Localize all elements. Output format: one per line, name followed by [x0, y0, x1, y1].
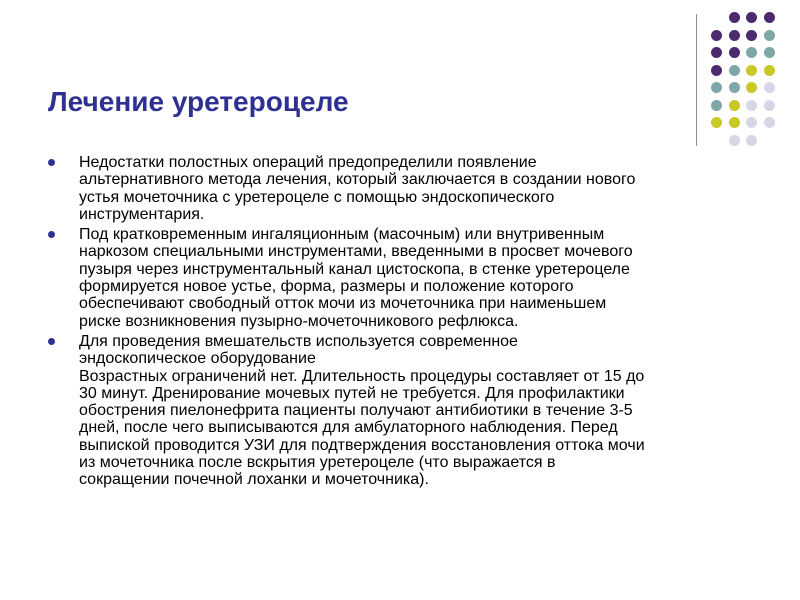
decorative-dot — [729, 47, 740, 58]
bullet-point-icon — [48, 338, 55, 345]
decorative-dot — [746, 47, 757, 58]
decorative-dot — [746, 100, 757, 111]
decorative-dot — [746, 82, 757, 93]
decorative-dot — [764, 12, 775, 23]
decorative-dot — [764, 47, 775, 58]
decorative-dot — [729, 65, 740, 76]
bullet-text: Для проведения вмешательств используется современное эндоскопическое оборудование Возрастных ограничений нет. Длительность процедуры составляет от 15 до 30 минут. Дренирование мочевых путей не требуется. Для профилактики обострения пиелонефрита пациенты получают антибиотики в течение 3-5 дней, после чего выписываются для амбулаторного наблюдения. Перед выпиской проводится УЗИ для подтверждения восстановления оттока мочи из мочеточника после вскрытия уретероцеле (что выражается в сокращении почечной лоханки и мочеточника). — [79, 332, 645, 489]
bullet-item — [48, 333, 764, 489]
decorative-dot — [729, 30, 740, 41]
decorative-divider-line — [696, 14, 697, 146]
decorative-dot — [764, 100, 775, 111]
decorative-dot — [729, 100, 740, 111]
decorative-dot — [711, 30, 722, 41]
decorative-dot — [729, 82, 740, 93]
decorative-dot — [746, 12, 757, 23]
slide-title: Лечение уретероцеле — [48, 86, 349, 117]
bullet-item — [48, 154, 764, 223]
decorative-dot — [729, 135, 740, 146]
decorative-dot — [764, 65, 775, 76]
decorative-dot — [711, 47, 722, 58]
bullet-text: Недостатки полостных операций предопределили появление альтернативного метода лечения, который заключается в создании нового устья мочеточника с уретероцеле с помощью эндоскопического инструментария. — [79, 154, 636, 223]
decorative-dot — [711, 82, 722, 93]
decorative-dot — [729, 12, 740, 23]
bullet-item — [48, 226, 764, 330]
decorative-dot — [711, 65, 722, 76]
decorative-dot — [746, 65, 757, 76]
bullet-point-icon — [48, 159, 55, 166]
decorative-dot — [711, 117, 722, 128]
decorative-dot — [746, 135, 757, 146]
decorative-dot — [764, 117, 775, 128]
decorative-dot — [711, 100, 722, 111]
bullet-list — [48, 154, 764, 492]
decorative-dot — [729, 117, 740, 128]
decorative-dot — [746, 30, 757, 41]
decorative-dot — [764, 82, 775, 93]
bullet-point-icon — [48, 231, 55, 238]
bullet-text: Под кратковременным ингаляционным (масочным) или внутривенным наркозом специальными инструментами, введенными в просвет мочевого пузыря через инструментальный канал цистоскопа, в стенке уретероцеле формируется новое устье, форма, размеры и положение которого обеспечивают свободный отток мочи из мочеточника при наименьшем риске возникновения пузырно-мочеточникового рефлюкса. — [79, 226, 633, 330]
decorative-dot — [764, 30, 775, 41]
decorative-dot — [746, 117, 757, 128]
